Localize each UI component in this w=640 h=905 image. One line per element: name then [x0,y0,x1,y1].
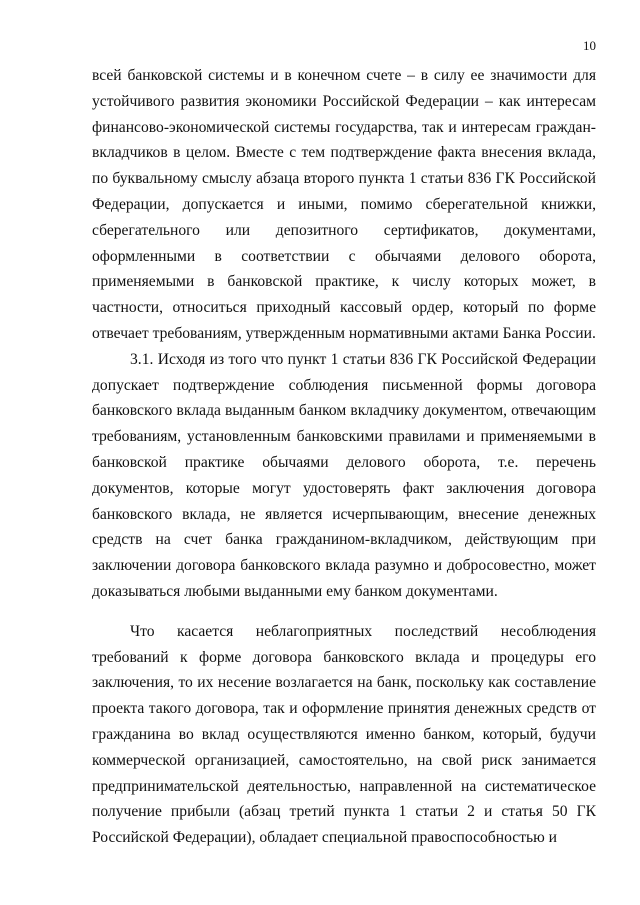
paragraph-continuation: всей банковской системы и в конечном счете – в силу ее значимости для устойчивого развития экономики Российской Федерации – как интересам финансово-экономической системы государства, так и интересам граждан-вкладчиков в целом. Вместе с тем подтверждение факта внесения вклада, по буквальному смыслу абзаца второго пункта 1 статьи 836 ГК Российской Федерации, допускается и иными, помимо сберегательной книжки, сберегательного или депозитного сертификатов, документами, оформленными в соответствии с обычаями делового оборота, применяемыми в банковской практике, к числу которых может, в частности, относиться приходный кассовый ордер, который по форме отвечает требованиям, утвержденным нормативными актами Банка России. [92,67,596,342]
paragraph-consequences: Что касается неблагоприятных последствий несоблюдения требований к форме договора банковского вклада и процедуры его заключения, то их несение возлагается на банк, поскольку как составление проекта такого договора, так и оформление принятия денежных средств от гражданина во вклад осуществляются именно банком, который, будучи коммерческой организацией, самостоятельно, на свой риск занимается предпринимательской деятельностью, направленной на систематическое получение прибыли (абзац третий пункта 1 статьи 2 и статья 50 ГК Российской Федерации), обладает специальной правоспособностью и [92,622,596,847]
paragraph-3-1: 3.1. Исходя из того что пункт 1 статьи 836 ГК Российской Федерации допускает подтверждение соблюдения письменной формы договора банковского вклада выданным банком вкладчику документом, отвечающим требованиям, установленным банковскими правилами и применяемыми в банковской практике обычаями делового оборота, т.е. перечень документов, которые могут удостоверять факт заключения договора банковского вклада, не является исчерпывающим, внесение денежных средств на счет банка гражданином-вкладчиком, действующим при заключении договора банковского вклада разумно и добросовестно, может доказываться любыми выданными ему банком документами. [92,350,596,600]
page-number: 10 [583,38,596,53]
document-body [92,63,596,851]
paragraph-spacing [92,605,596,619]
